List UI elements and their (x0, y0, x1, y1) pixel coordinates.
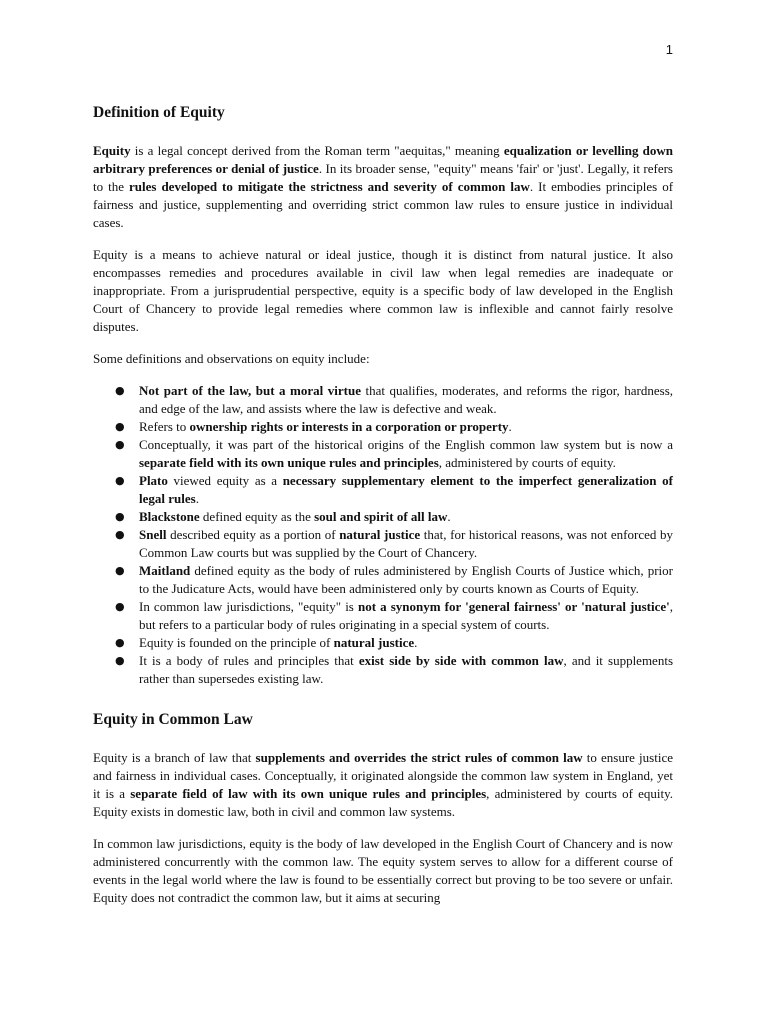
paragraph-definition-intro (93, 142, 673, 232)
text-run: is a legal concept derived from the Roman term "aequitas," meaning (130, 143, 504, 158)
bold-term: not a synonym for 'general fairness' or 'natural justice' (357, 599, 670, 614)
bold-term: separate field of law with its own unique rules and principles (130, 786, 487, 801)
bold-term: Plato (139, 473, 168, 488)
section-title-common-law: Equity in Common Law (93, 711, 253, 728)
text-run: , and it supplements rather than supersedes existing law. (139, 653, 674, 686)
list-item (93, 562, 673, 598)
list-item (93, 436, 673, 472)
bold-term: Equity (93, 143, 131, 158)
text-run: In common law jurisdictions, "equity" is (139, 599, 358, 614)
bold-term: necessary supplementary element to the imperfect generalization of legal rules (139, 473, 673, 506)
text-run: . (508, 419, 512, 434)
bold-term: Not part of the law, but a moral virtue (139, 383, 361, 398)
bold-term: soul and spirit of all law (314, 509, 448, 524)
bullet-icon: ● (115, 654, 125, 667)
list-item (93, 526, 673, 562)
text-run: defined equity as the body of rules administered by English Courts of Justice which, prior to the Judicature Acts, would have been administered only by courts known as Courts of Equity. (139, 563, 673, 596)
text-run: Refers to (139, 419, 190, 434)
bullet-icon: ● (115, 438, 125, 451)
bold-term: exist side by side with common law (358, 653, 564, 668)
list-item (93, 472, 673, 508)
text-run: Equity is a branch of law that (93, 750, 256, 765)
paragraph-definitions-lead: Some definitions and observations on equity include: (93, 351, 370, 366)
paragraph-court-of-chancery: In common law jurisdictions, equity is the body of law developed in the English Court of Chancery and is now administered concurrently with the common law. The equity system serves to allow for a different course of events in the legal world where the law is found to be essentially correct but proving to be too severe or unfair. Equity does not contradict the common law, but it aims at securing (93, 836, 673, 905)
text-run: Conceptually, it was part of the historical origins of the English common law system but is now a (139, 437, 673, 452)
bullet-icon: ● (115, 528, 125, 541)
text-run: that qualifies, moderates, and reforms the rigor, hardness, and edge of the law, and assists where the law is defective and weak. (139, 383, 674, 416)
bold-term: ownership rights or interests in a corporation or property (189, 419, 509, 434)
definitions-list (93, 382, 673, 688)
text-run: described equity as a portion of (166, 527, 340, 542)
paragraph-common-law-branch (93, 749, 673, 821)
text-run: Equity is founded on the principle of (139, 635, 334, 650)
paragraph-natural-justice: Equity is a means to achieve natural or ideal justice, though it is distinct from natural justice. It also encompasses remedies and procedures available in civil law when legal remedies are inadequate or inappropriate. From a jurisprudential perspective, equity is a specific body of law developed in the English Court of Chancery to provide legal remedies where common law is inflexible and cannot fairly resolve disputes. (93, 247, 673, 334)
bold-term: supplements and overrides the strict rules of common law (255, 750, 583, 765)
bold-term: Snell (139, 527, 167, 542)
text-run: , administered by courts of equity. (438, 455, 616, 470)
bold-term: separate field with its own unique rules and principles (139, 455, 439, 470)
bullet-icon: ● (115, 510, 125, 523)
text-run: to ensure justice and fairness in individual cases. Conceptually, it originated alongside the common law system in England, yet it is a (93, 750, 673, 801)
text-run: . (414, 635, 418, 650)
text-run: viewed equity as a (167, 473, 283, 488)
bullet-icon: ● (115, 384, 125, 397)
text-run: that, for historical reasons, was not enforced by Common Law courts but was supplied by the Court of Chancery. (139, 527, 673, 560)
text-run: . In its broader sense, "equity" means 'fair' or 'just'. Legally, it refers to the (93, 161, 673, 194)
bullet-icon: ● (115, 474, 125, 487)
bold-term: equalization or levelling down arbitrary preferences or denial of justice (93, 143, 673, 176)
list-item (93, 652, 673, 688)
bold-term: Maitland (139, 563, 191, 578)
document-body (93, 103, 673, 921)
list-item (93, 598, 673, 634)
text-run: defined equity as the (199, 509, 315, 524)
bold-term: natural justice (339, 527, 421, 542)
list-item (93, 418, 673, 436)
text-run: , but refers to a particular body of rules originating in a special system of courts. (139, 599, 673, 632)
text-run: . It embodies principles of fairness and justice, supplementing and overriding strict common law rules to ensure justice in individual cases. (93, 179, 674, 230)
text-run: . (195, 491, 199, 506)
text-run: It is a body of rules and principles that (139, 653, 359, 668)
bold-term: natural justice (333, 635, 415, 650)
list-item (93, 382, 673, 418)
section-title-definition: Definition of Equity (93, 104, 225, 121)
page-number: 1 (665, 42, 673, 57)
bullet-icon: ● (115, 636, 125, 649)
text-run: , administered by courts of equity. Equity exists in domestic law, both in civil and common law systems. (93, 786, 673, 819)
bullet-icon: ● (115, 420, 125, 433)
bold-term: rules developed to mitigate the strictness and severity of common law (129, 179, 530, 194)
list-item (93, 508, 673, 526)
bold-term: Blackstone (139, 509, 200, 524)
list-item (93, 634, 673, 652)
text-run: . (447, 509, 451, 524)
bullet-icon: ● (115, 600, 125, 613)
bullet-icon: ● (115, 564, 125, 577)
